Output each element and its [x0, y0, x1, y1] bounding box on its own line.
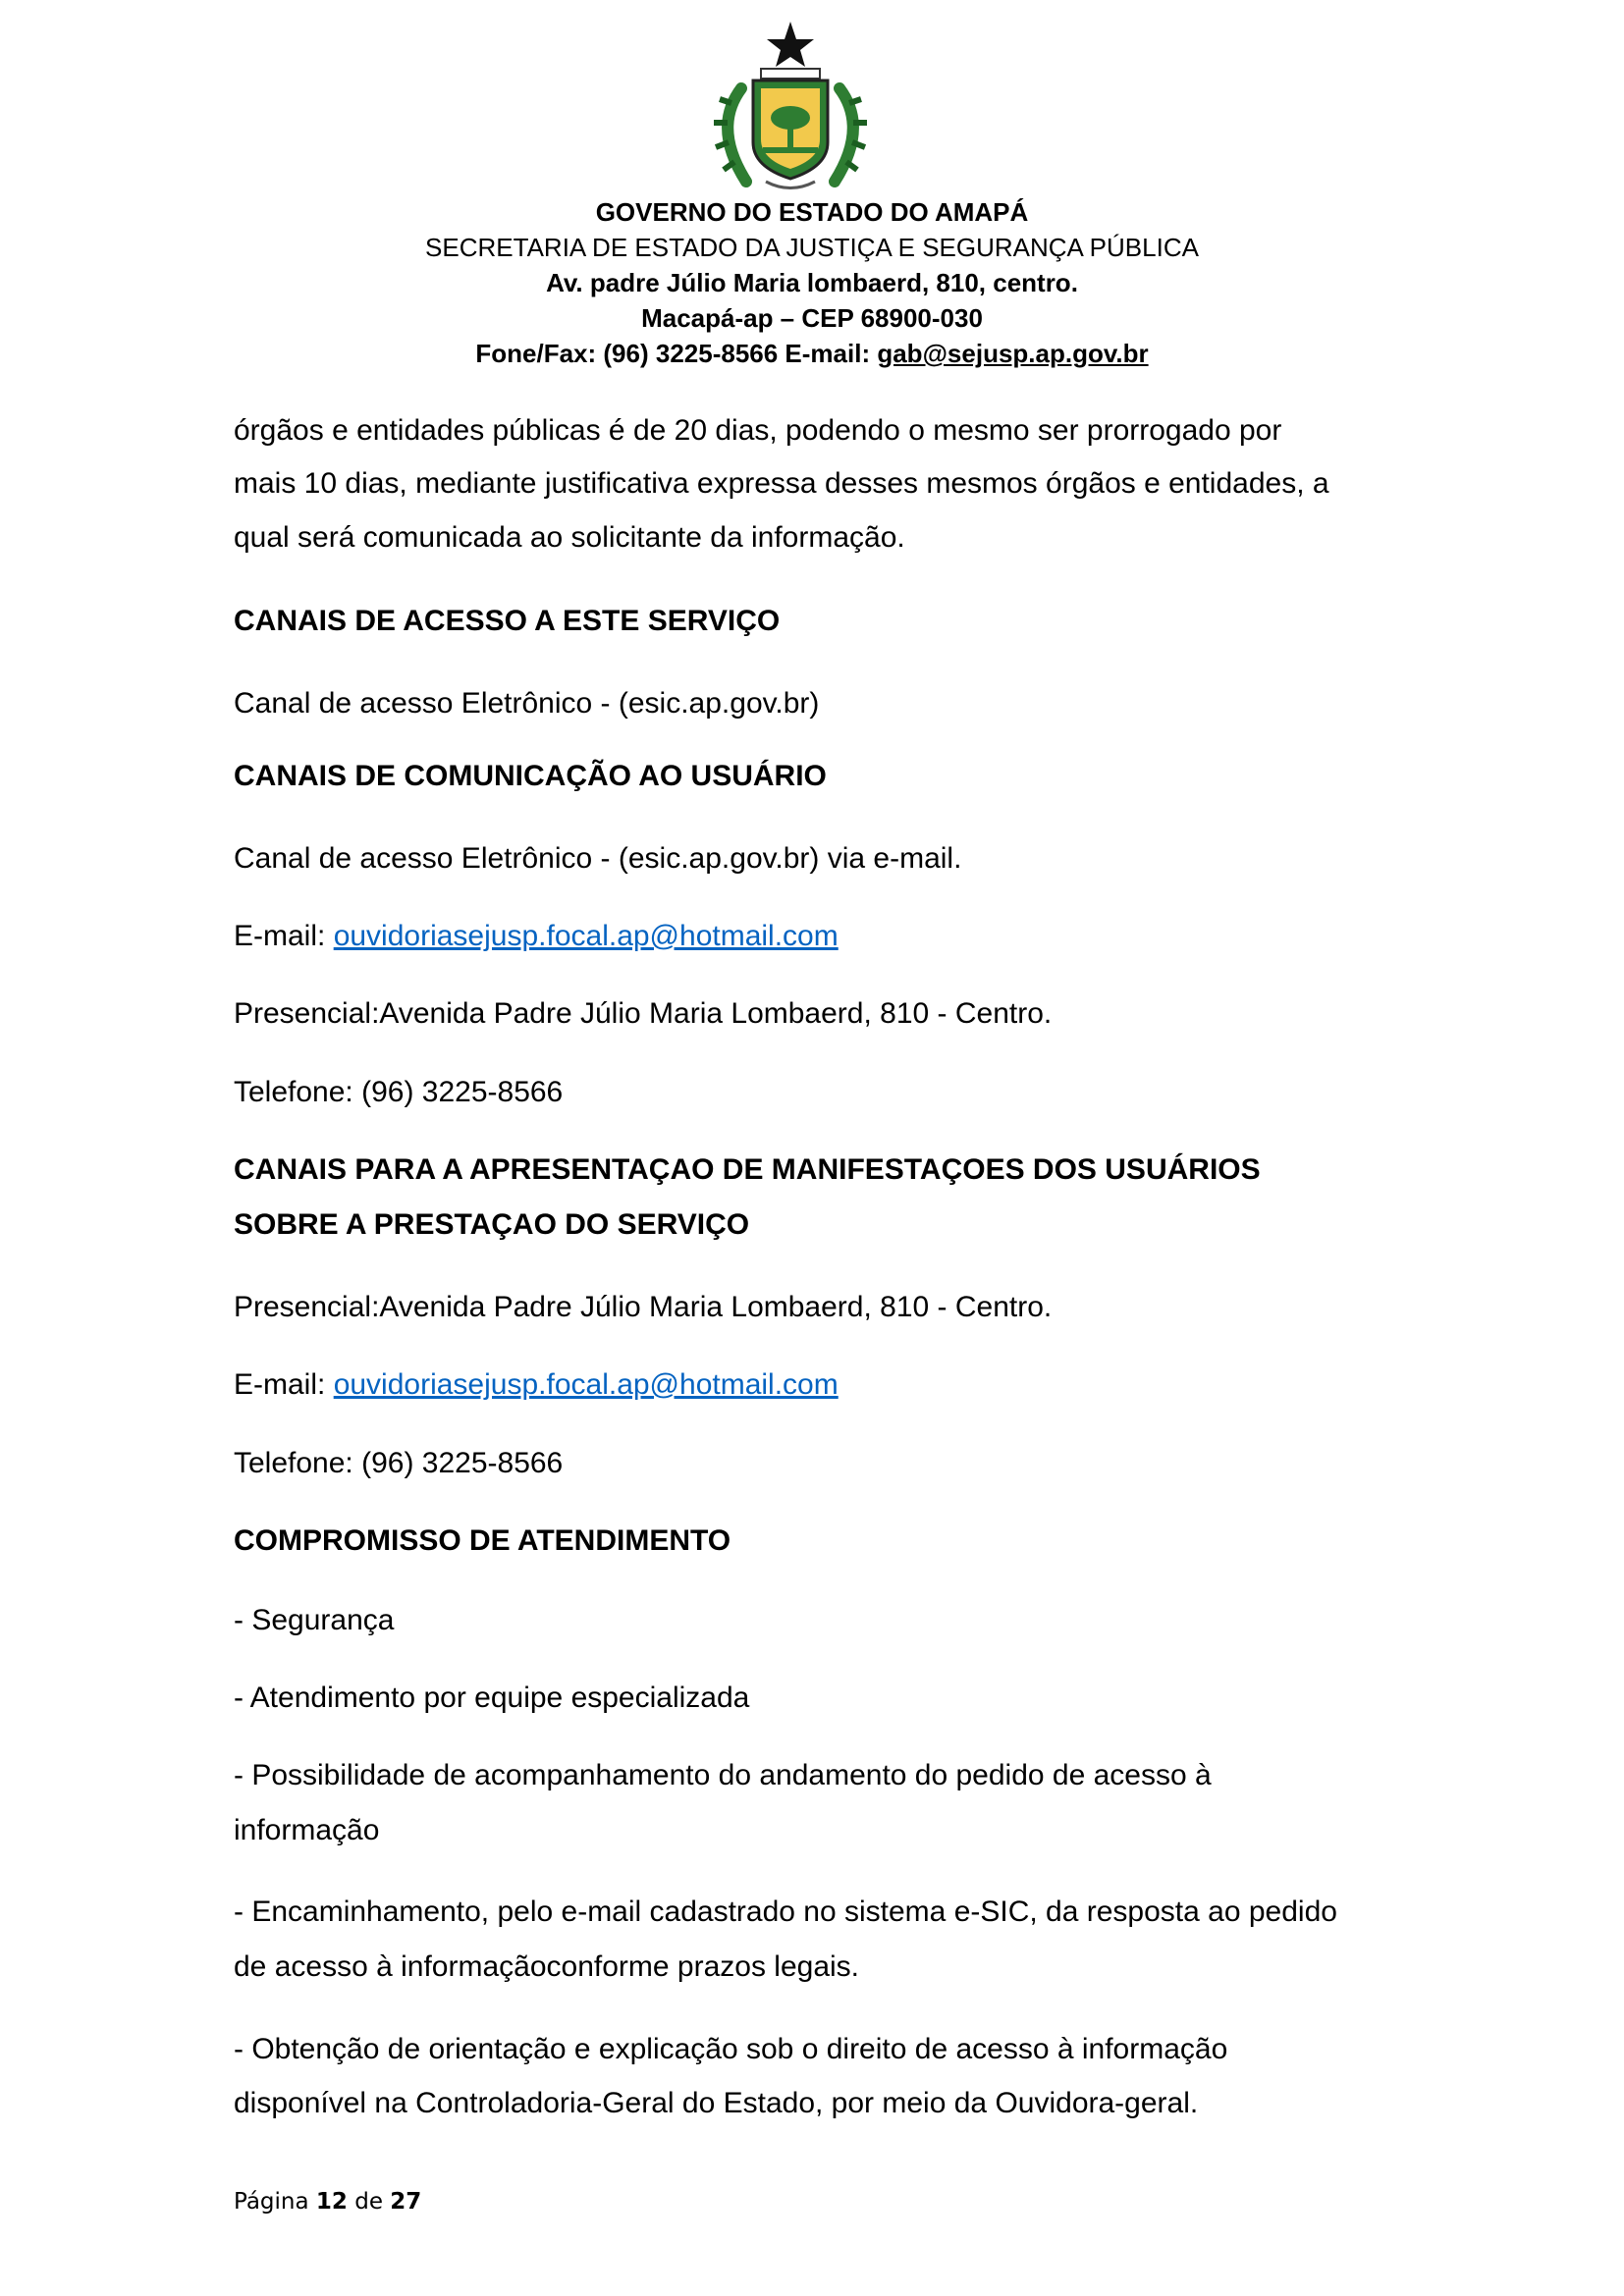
state-coat-of-arms-icon	[702, 20, 879, 201]
presencial-line-1: Presencial:Avenida Padre Júlio Maria Lombaerd, 810 - Centro.	[234, 997, 1053, 1030]
email-line-1	[234, 920, 839, 953]
list-item-continuation: informação	[234, 1814, 380, 1846]
header-email-link[interactable]: gab@sejusp.ap.gov.br	[877, 339, 1149, 368]
canal-comunicacao-text: Canal de acesso Eletrônico - (esic.ap.gov.br) via e-mail.	[234, 842, 962, 875]
email-label: E-mail:	[234, 1368, 334, 1401]
address-line: Av. padre Júlio Maria lombaerd, 810, centro.	[546, 268, 1078, 297]
telefone-line-2: Telefone: (96) 3225-8566	[234, 1447, 564, 1479]
email-label: E-mail:	[234, 920, 334, 952]
canal-acesso-text: Canal de acesso Eletrônico - (esic.ap.gov.br)	[234, 687, 820, 720]
contact-line	[0, 336, 1624, 371]
phone-fax-text: Fone/Fax: (96) 3225-8566 E-mail:	[475, 339, 878, 368]
list-item-continuation: de acesso à informaçãoconforme prazos legais.	[234, 1950, 860, 1983]
section-heading-canais-comunicacao: CANAIS DE COMUNICAÇÃO AO USUÁRIO	[234, 760, 827, 792]
intro-line-1: órgãos e entidades públicas é de 20 dias, podendo o mesmo ser prorrogado por	[234, 414, 1282, 447]
telefone-line-1: Telefone: (96) 3225-8566	[234, 1076, 564, 1108]
list-item-continuation: disponível na Controladoria-Geral do Estado, por meio da Ouvidora-geral.	[234, 2087, 1199, 2119]
email-line-2	[234, 1368, 839, 1402]
email-link[interactable]: ouvidoriasejusp.focal.ap@hotmail.com	[333, 920, 839, 952]
presencial-line-2: Presencial:Avenida Padre Júlio Maria Lombaerd, 810 - Centro.	[234, 1291, 1053, 1323]
city-cep-line: Macapá-ap – CEP 68900-030	[641, 303, 983, 333]
list-item: - Obtenção de orientação e explicação sob o direito de acesso à informação	[234, 2033, 1228, 2065]
email-link[interactable]: ouvidoriasejusp.focal.ap@hotmail.com	[333, 1368, 839, 1401]
section-heading-canais-acesso: CANAIS DE ACESSO A ESTE SERVIÇO	[234, 605, 781, 637]
page-of-label: de	[347, 2189, 391, 2215]
section-heading-compromisso: COMPROMISSO DE ATENDIMENTO	[234, 1524, 731, 1557]
page-current: 12	[315, 2189, 348, 2215]
section-heading-manifestacoes-1: CANAIS PARA A APRESENTAÇAO DE MANIFESTAÇOES DOS USUÁRIOS	[234, 1153, 1261, 1186]
letterhead	[0, 194, 1624, 371]
page-number	[234, 2189, 421, 2215]
page-label: Página	[234, 2189, 316, 2215]
list-item: - Encaminhamento, pelo e-mail cadastrado no sistema e-SIC, da resposta ao pedido	[234, 1896, 1337, 1928]
intro-line-2: mais 10 dias, mediante justificativa expressa desses mesmos órgãos e entidades, a	[234, 467, 1329, 500]
list-item: - Segurança	[234, 1604, 395, 1636]
list-item: - Possibilidade de acompanhamento do andamento do pedido de acesso à	[234, 1759, 1212, 1791]
section-heading-manifestacoes-2: SOBRE A PRESTAÇAO DO SERVIÇO	[234, 1208, 750, 1241]
government-name: GOVERNO DO ESTADO DO AMAPÁ	[595, 197, 1029, 227]
secretariat-name: SECRETARIA DE ESTADO DA JUSTIÇA E SEGURANÇA PÚBLICA	[425, 233, 1199, 262]
list-item: - Atendimento por equipe especializada	[234, 1682, 750, 1714]
intro-line-3: qual será comunicada ao solicitante da informação.	[234, 521, 905, 554]
page-total: 27	[390, 2189, 422, 2215]
